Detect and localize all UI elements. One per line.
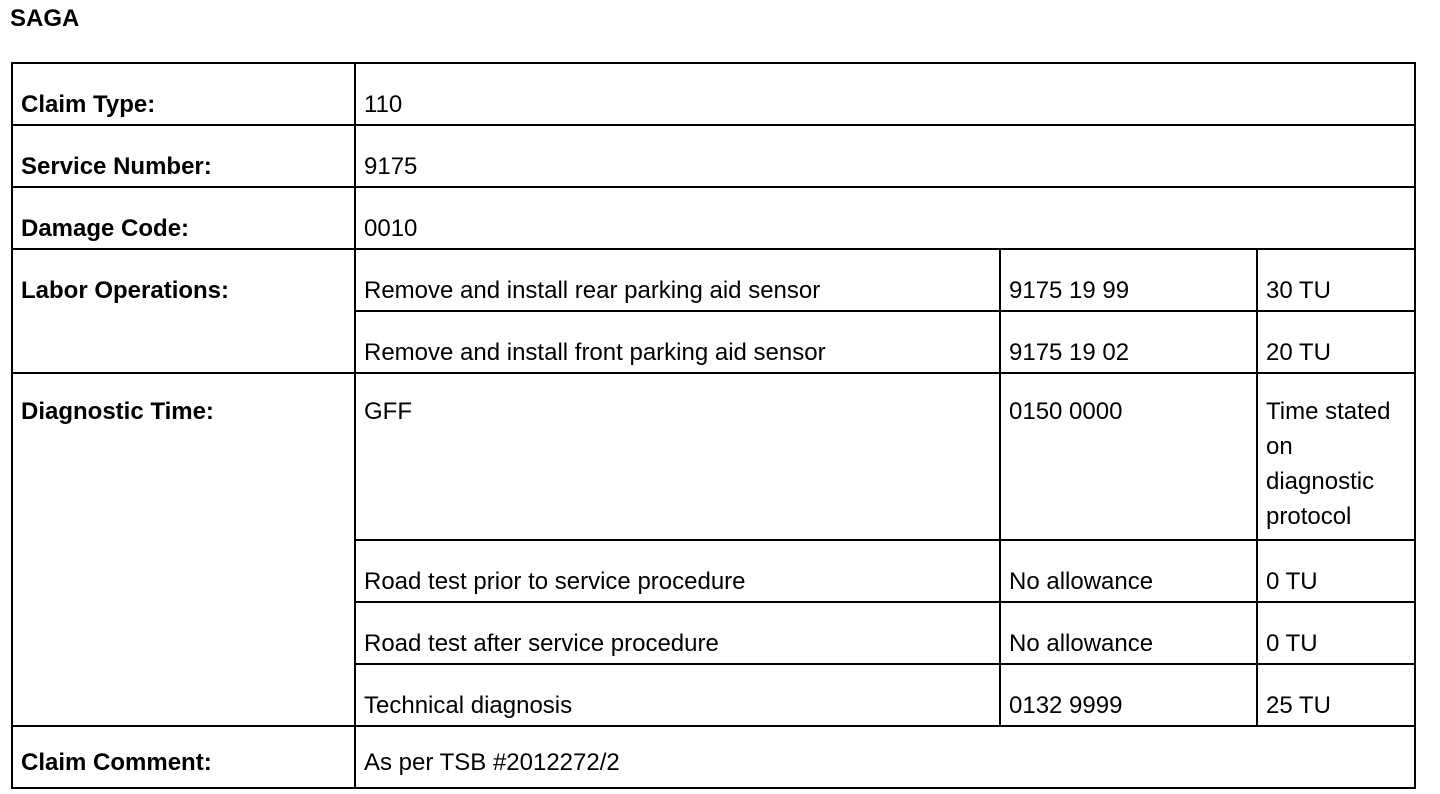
damage-code-row — [12, 187, 1415, 249]
claim-table — [11, 62, 1416, 789]
diagnostic-time: 0 TU — [1257, 602, 1415, 664]
labor-operation-row — [12, 249, 1415, 311]
diagnostic-time-row — [12, 373, 1415, 540]
diagnostic-time: Time stated on diagnostic protocol — [1257, 373, 1415, 540]
damage-code-value: 0010 — [355, 187, 1415, 249]
claim-type-label: Claim Type: — [12, 63, 355, 125]
diagnostic-code: No allowance — [1000, 540, 1257, 602]
diagnostic-code: 0150 0000 — [1000, 373, 1257, 540]
diagnostic-time: 0 TU — [1257, 540, 1415, 602]
claim-type-value: 110 — [355, 63, 1415, 125]
claim-comment-value: As per TSB #2012272/2 — [355, 726, 1415, 788]
diagnostic-description: Technical diagnosis — [355, 664, 1000, 726]
service-number-value: 9175 — [355, 125, 1415, 187]
diagnostic-description: Road test prior to service procedure — [355, 540, 1000, 602]
labor-operation-time: 30 TU — [1257, 249, 1415, 311]
damage-code-label: Damage Code: — [12, 187, 355, 249]
diagnostic-code: 0132 9999 — [1000, 664, 1257, 726]
labor-operation-time: 20 TU — [1257, 311, 1415, 373]
diagnostic-code: No allowance — [1000, 602, 1257, 664]
claim-comment-row — [12, 726, 1415, 788]
diagnostic-description: Road test after service procedure — [355, 602, 1000, 664]
labor-operation-description: Remove and install front parking aid sensor — [355, 311, 1000, 373]
diagnostic-description: GFF — [355, 373, 1000, 540]
claim-type-row — [12, 63, 1415, 125]
labor-operation-description: Remove and install rear parking aid sensor — [355, 249, 1000, 311]
labor-operation-code: 9175 19 02 — [1000, 311, 1257, 373]
claim-comment-label: Claim Comment: — [12, 726, 355, 788]
document-title: SAGA — [10, 5, 80, 32]
service-number-label: Service Number: — [12, 125, 355, 187]
labor-operations-label: Labor Operations: — [12, 249, 355, 373]
labor-operation-code: 9175 19 99 — [1000, 249, 1257, 311]
service-number-row — [12, 125, 1415, 187]
diagnostic-time: 25 TU — [1257, 664, 1415, 726]
diagnostic-time-label: Diagnostic Time: — [12, 373, 355, 726]
